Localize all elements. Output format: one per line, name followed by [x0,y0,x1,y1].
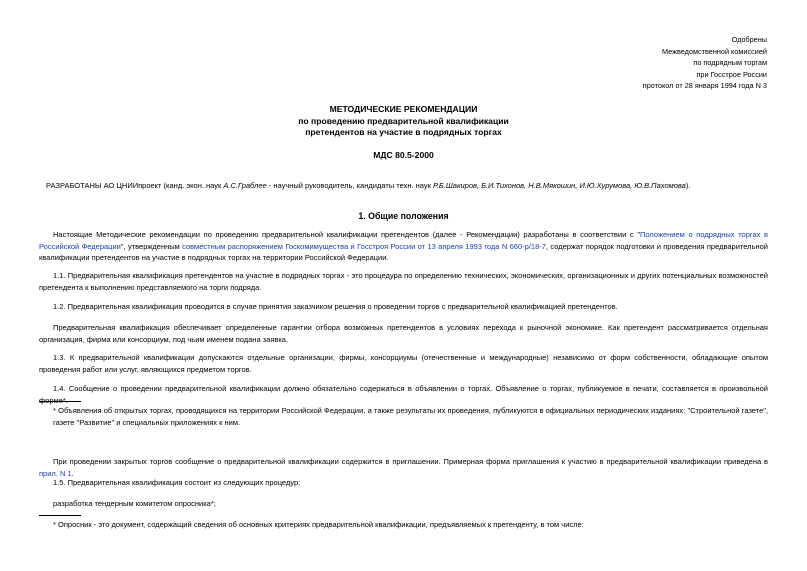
paragraph-text: 1.1. Предварительная квалификация претендентов на участие в подрядных торгах - это процедура по определению технических, экономических, организационных и других потенциальных возможностей претендента к выполнению представляемого на торги подряда. [39,271,768,292]
developer-names: Р.Б.Шакиров, Б.И.Тихонов, Н.В.Мякошин, И.Ю.Хурумова, Ю.В.Пахомова [433,181,686,190]
developers-line [46,180,777,192]
footnote-divider [39,515,81,516]
approval-line: Межведомственной комиссией [661,46,767,56]
paragraph-text: 1.5. Предварительная квалификация состоит из следующих процедур: [53,478,301,487]
paragraph-1-5 [39,477,768,489]
paragraph-closed-tenders [39,456,768,479]
title-line: по проведению предварительной квалификации [298,115,509,126]
paragraph-text: Предварительная квалификация обеспечивает определенные гарантии отбора возможных претендентов в условиях перехода к рыночной экономике. Как претендент рассматривается отдельная организация, фирма или консорциум, под чьим именем подана заявка. [39,323,768,344]
paragraph-text: . [71,468,74,478]
section-heading: 1. Общие положения [358,211,449,221]
paragraph-intro [39,229,768,264]
paragraph-text: ", утвержденным [120,241,183,251]
approval-line: при Госстрое России [696,69,767,79]
title-line: претендентов на участие в подрядных торгах [305,127,502,137]
footnote-1: * Объявления об открытых торгах, проводящихся на территории Российской Федерации, а также результаты их проведения, публикуются в официальных периодических изданиях: "Строительной газете", газете "Развитие" и специальных приложениях к ним. [53,406,768,427]
approval-line: по подрядным торгам [693,58,767,67]
approval-line: протокол от 28 января 1994 года N 3 [642,81,767,90]
developers-text: ). [685,181,691,190]
paragraph-text: 1.2. Предварительная квалификация проводится в случае принятия заказчиком решения о проведении торгов с предварительной квалификацией претендентов. [53,302,618,311]
paragraph-text: , содержат порядок подготовки и проведения предварительной квалификации претендентов на участие в подрядных торгах на территории Российской Федерации. [39,241,768,262]
footnote-divider [39,401,81,402]
paragraph-text: 1.3. К предварительной квалификации допускаются отдельные организации, фирмы, консорциумы (отечественные и международные) независимо от форм собственности, обладающие опытом проведения работ или услуг, являющихся предметом торгов. [39,353,768,374]
paragraph-1-2 [39,301,768,313]
document-title [0,104,807,139]
approval-line: Одобрены [731,35,767,44]
paragraph-text: разработка тендерным комитетом опросника*; [53,499,216,508]
paragraph-text: Настоящие Методические рекомендации по проведению предварительной квалификации претендентов (далее - Рекомендации) разработаны в соответствии с " [53,230,641,239]
order-link[interactable]: совместным распоряжением Госкомимущества и Госстроя России от 13 апреля 1993 года N 660-р/18-7 [182,241,546,251]
paragraph-text: При проведении закрытых торгов сообщение о предварительной квалификации содержится в приглашении. Примерная форма приглашения к участию в предварительной квалификации приведена в [53,457,768,466]
developers-text: РАЗРАБОТАНЫ АО ЦНИИпроект (канд. экон. наук [46,181,224,190]
paragraph-text: 1.4. Сообщение о проведении предварительной квалификации должно обязательно содержаться в объявлении о торгах. Объявление о торгах, публикуемое в печати, составляется в произвольной форме*. [39,384,768,405]
paragraph-1-4 [39,383,768,406]
paragraph-questionnaire [39,498,768,510]
title-line: МЕТОДИЧЕСКИЕ РЕКОМЕНДАЦИИ [329,104,478,114]
developers-text: - научный руководитель, кандидаты техн. наук [266,181,433,190]
paragraph-1-1 [39,270,768,293]
appendix-link[interactable]: прил. N 1 [39,468,72,478]
document-code: МДС 80.5-2000 [373,150,434,160]
developer-name: А.С.Граблее [223,181,267,190]
paragraph-1-3 [39,352,768,375]
footnote-2: * Опросник - это документ, содержащий сведения об основных критериях предварительной квалификации, предъявляемых к претенденту, в том числе: [53,520,584,529]
regulation-link[interactable]: Положением о подрядных торгах в Российской Федерации [39,230,769,251]
paragraph-guarantee [39,322,768,345]
approval-block [467,34,767,92]
